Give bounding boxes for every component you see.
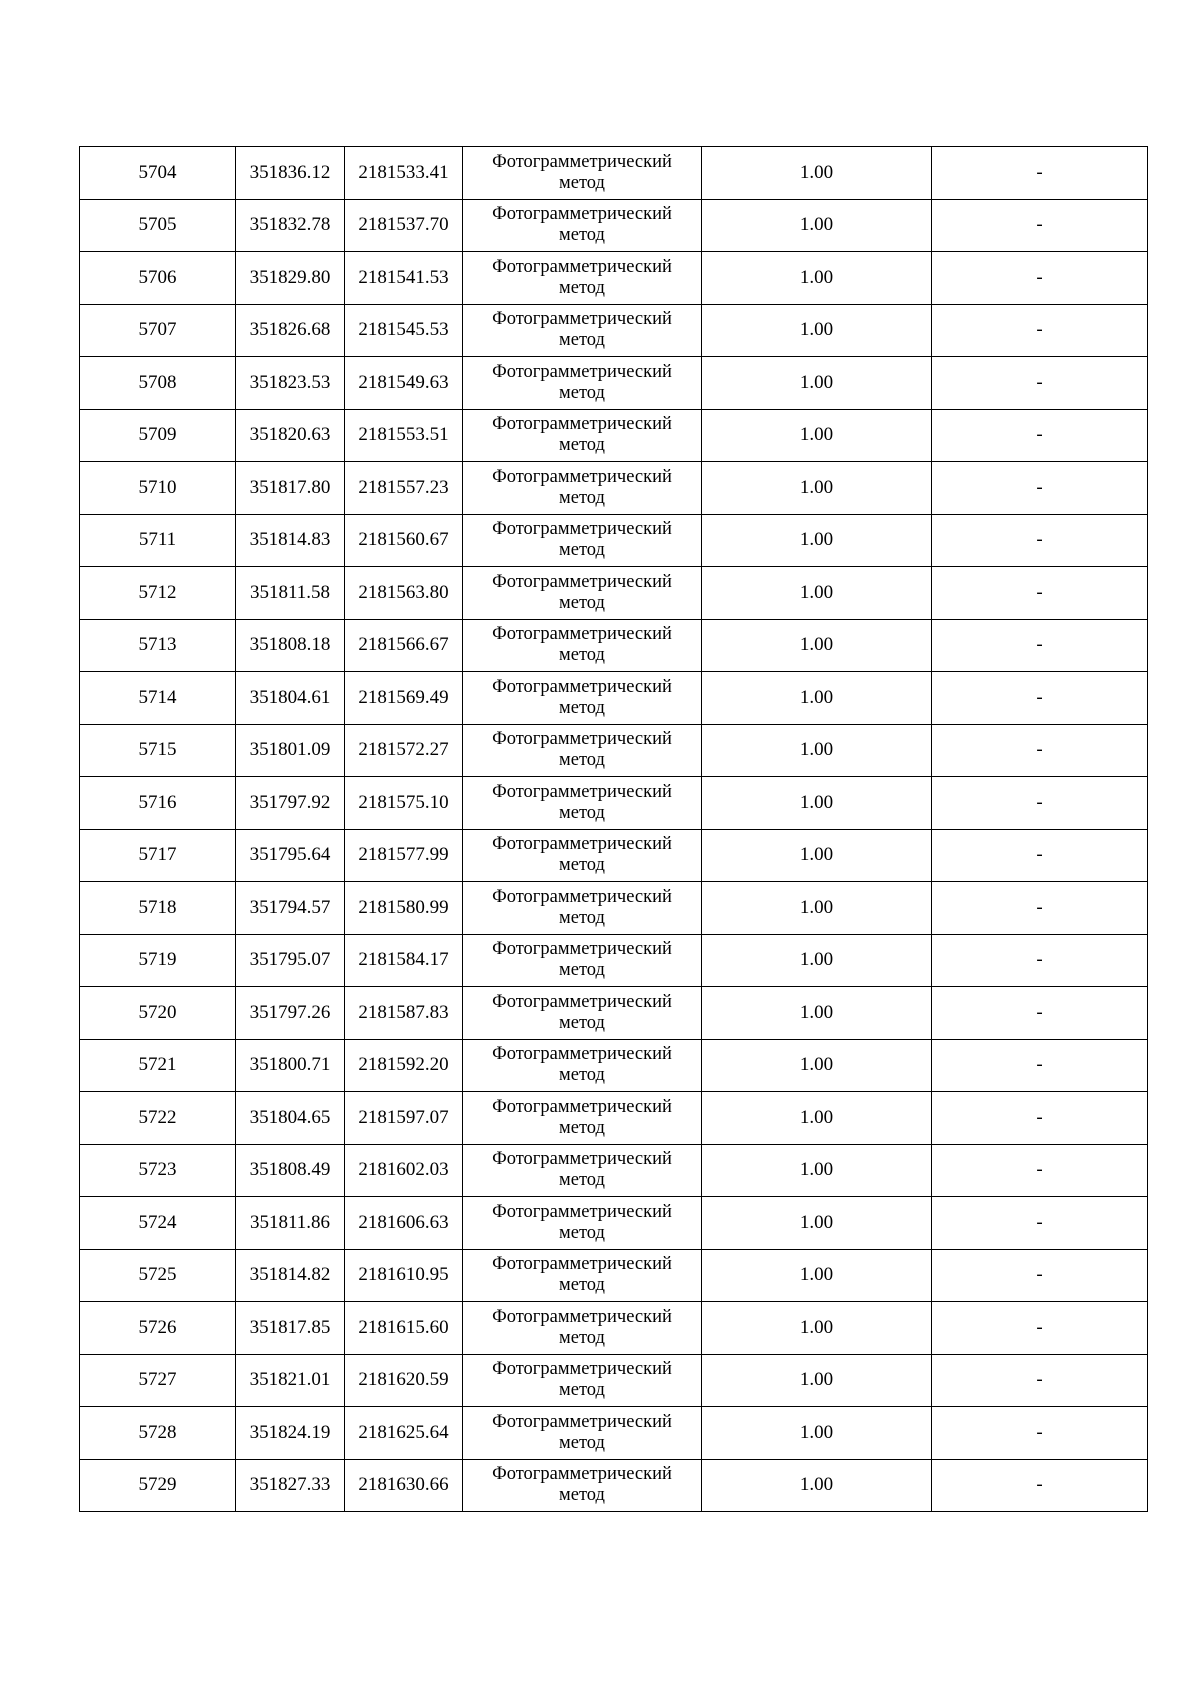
note-cell: - xyxy=(932,1092,1148,1145)
coordinates-table-body xyxy=(80,147,1148,1512)
table-row xyxy=(80,777,1148,830)
x-coordinate-cell: 351827.33 xyxy=(236,1459,345,1512)
table-row xyxy=(80,357,1148,410)
accuracy-cell: 1.00 xyxy=(702,934,932,987)
note-cell: - xyxy=(932,357,1148,410)
table-row xyxy=(80,199,1148,252)
method-cell xyxy=(463,1039,702,1092)
method-line-1: Фотограмметрический xyxy=(492,204,672,225)
method-cell xyxy=(463,672,702,725)
note-cell: - xyxy=(932,1249,1148,1302)
x-coordinate-cell: 351804.65 xyxy=(236,1092,345,1145)
note-cell: - xyxy=(932,514,1148,567)
x-coordinate-cell: 351817.80 xyxy=(236,462,345,515)
method-cell xyxy=(463,882,702,935)
note-cell: - xyxy=(932,1197,1148,1250)
point-number-cell: 5704 xyxy=(80,147,236,200)
method-cell xyxy=(463,1407,702,1460)
method-cell xyxy=(463,357,702,410)
method-line-1: Фотограмметрический xyxy=(492,1149,672,1170)
point-number-cell: 5707 xyxy=(80,304,236,357)
y-coordinate-cell: 2181566.67 xyxy=(345,619,463,672)
note-cell: - xyxy=(932,1459,1148,1512)
point-number-cell: 5720 xyxy=(80,987,236,1040)
y-coordinate-cell: 2181592.20 xyxy=(345,1039,463,1092)
method-cell xyxy=(463,409,702,462)
y-coordinate-cell: 2181602.03 xyxy=(345,1144,463,1197)
note-cell: - xyxy=(932,147,1148,200)
table-row xyxy=(80,934,1148,987)
method-line-2: метод xyxy=(559,1222,605,1243)
method-line-1: Фотограмметрический xyxy=(492,939,672,960)
y-coordinate-cell: 2181557.23 xyxy=(345,462,463,515)
method-cell xyxy=(463,934,702,987)
method-line-1: Фотограмметрический xyxy=(492,676,672,697)
method-line-1: Фотограмметрический xyxy=(492,991,672,1012)
accuracy-cell: 1.00 xyxy=(702,147,932,200)
point-number-cell: 5713 xyxy=(80,619,236,672)
method-line-2: метод xyxy=(559,1065,605,1086)
method-line-1: Фотограмметрический xyxy=(492,361,672,382)
note-cell: - xyxy=(932,1302,1148,1355)
y-coordinate-cell: 2181587.83 xyxy=(345,987,463,1040)
method-line-1: Фотограмметрический xyxy=(492,1254,672,1275)
accuracy-cell: 1.00 xyxy=(702,829,932,882)
note-cell: - xyxy=(932,199,1148,252)
method-cell xyxy=(463,304,702,357)
y-coordinate-cell: 2181563.80 xyxy=(345,567,463,620)
accuracy-cell: 1.00 xyxy=(702,567,932,620)
point-number-cell: 5719 xyxy=(80,934,236,987)
point-number-cell: 5723 xyxy=(80,1144,236,1197)
point-number-cell: 5712 xyxy=(80,567,236,620)
method-line-2: метод xyxy=(559,592,605,613)
y-coordinate-cell: 2181625.64 xyxy=(345,1407,463,1460)
x-coordinate-cell: 351832.78 xyxy=(236,199,345,252)
point-number-cell: 5705 xyxy=(80,199,236,252)
point-number-cell: 5708 xyxy=(80,357,236,410)
note-cell: - xyxy=(932,934,1148,987)
method-line-1: Фотограмметрический xyxy=(492,1464,672,1485)
y-coordinate-cell: 2181541.53 xyxy=(345,252,463,305)
method-line-2: метод xyxy=(559,382,605,403)
table-row xyxy=(80,1249,1148,1302)
y-coordinate-cell: 2181615.60 xyxy=(345,1302,463,1355)
table-row xyxy=(80,147,1148,200)
x-coordinate-cell: 351817.85 xyxy=(236,1302,345,1355)
method-line-1: Фотограмметрический xyxy=(492,571,672,592)
method-line-1: Фотограмметрический xyxy=(492,729,672,750)
method-cell xyxy=(463,1354,702,1407)
point-number-cell: 5715 xyxy=(80,724,236,777)
note-cell: - xyxy=(932,462,1148,515)
method-cell xyxy=(463,252,702,305)
point-number-cell: 5706 xyxy=(80,252,236,305)
x-coordinate-cell: 351811.86 xyxy=(236,1197,345,1250)
accuracy-cell: 1.00 xyxy=(702,409,932,462)
method-cell xyxy=(463,829,702,882)
method-line-1: Фотограмметрический xyxy=(492,414,672,435)
method-line-1: Фотограмметрический xyxy=(492,1411,672,1432)
x-coordinate-cell: 351801.09 xyxy=(236,724,345,777)
method-line-1: Фотограмметрический xyxy=(492,519,672,540)
accuracy-cell: 1.00 xyxy=(702,1302,932,1355)
x-coordinate-cell: 351795.64 xyxy=(236,829,345,882)
method-line-1: Фотограмметрический xyxy=(492,834,672,855)
accuracy-cell: 1.00 xyxy=(702,462,932,515)
table-row xyxy=(80,882,1148,935)
method-line-2: метод xyxy=(559,1170,605,1191)
table-row xyxy=(80,1039,1148,1092)
point-number-cell: 5721 xyxy=(80,1039,236,1092)
table-row xyxy=(80,1354,1148,1407)
accuracy-cell: 1.00 xyxy=(702,357,932,410)
method-line-1: Фотограмметрический xyxy=(492,624,672,645)
table-row xyxy=(80,567,1148,620)
method-cell xyxy=(463,1197,702,1250)
method-line-2: метод xyxy=(559,1117,605,1138)
x-coordinate-cell: 351804.61 xyxy=(236,672,345,725)
method-line-1: Фотограмметрический xyxy=(492,309,672,330)
method-line-2: метод xyxy=(559,277,605,298)
accuracy-cell: 1.00 xyxy=(702,304,932,357)
point-number-cell: 5718 xyxy=(80,882,236,935)
x-coordinate-cell: 351808.18 xyxy=(236,619,345,672)
method-line-2: метод xyxy=(559,540,605,561)
note-cell: - xyxy=(932,567,1148,620)
x-coordinate-cell: 351814.83 xyxy=(236,514,345,567)
x-coordinate-cell: 351823.53 xyxy=(236,357,345,410)
x-coordinate-cell: 351797.92 xyxy=(236,777,345,830)
table-row xyxy=(80,619,1148,672)
y-coordinate-cell: 2181606.63 xyxy=(345,1197,463,1250)
x-coordinate-cell: 351824.19 xyxy=(236,1407,345,1460)
method-cell xyxy=(463,567,702,620)
y-coordinate-cell: 2181597.07 xyxy=(345,1092,463,1145)
accuracy-cell: 1.00 xyxy=(702,777,932,830)
method-cell xyxy=(463,777,702,830)
table-row xyxy=(80,1459,1148,1512)
point-number-cell: 5714 xyxy=(80,672,236,725)
x-coordinate-cell: 351826.68 xyxy=(236,304,345,357)
method-line-1: Фотограмметрический xyxy=(492,1044,672,1065)
accuracy-cell: 1.00 xyxy=(702,672,932,725)
method-cell xyxy=(463,199,702,252)
x-coordinate-cell: 351814.82 xyxy=(236,1249,345,1302)
point-number-cell: 5710 xyxy=(80,462,236,515)
y-coordinate-cell: 2181560.67 xyxy=(345,514,463,567)
table-row xyxy=(80,1197,1148,1250)
y-coordinate-cell: 2181533.41 xyxy=(345,147,463,200)
y-coordinate-cell: 2181575.10 xyxy=(345,777,463,830)
x-coordinate-cell: 351821.01 xyxy=(236,1354,345,1407)
method-line-2: метод xyxy=(559,330,605,351)
x-coordinate-cell: 351811.58 xyxy=(236,567,345,620)
method-line-2: метод xyxy=(559,907,605,928)
point-number-cell: 5727 xyxy=(80,1354,236,1407)
y-coordinate-cell: 2181610.95 xyxy=(345,1249,463,1302)
note-cell: - xyxy=(932,252,1148,305)
note-cell: - xyxy=(932,724,1148,777)
accuracy-cell: 1.00 xyxy=(702,514,932,567)
method-cell xyxy=(463,1302,702,1355)
coordinates-table xyxy=(79,146,1148,1512)
accuracy-cell: 1.00 xyxy=(702,1039,932,1092)
y-coordinate-cell: 2181569.49 xyxy=(345,672,463,725)
method-line-2: метод xyxy=(559,1275,605,1296)
point-number-cell: 5716 xyxy=(80,777,236,830)
note-cell: - xyxy=(932,882,1148,935)
accuracy-cell: 1.00 xyxy=(702,1197,932,1250)
y-coordinate-cell: 2181584.17 xyxy=(345,934,463,987)
method-line-2: метод xyxy=(559,225,605,246)
table-row xyxy=(80,409,1148,462)
accuracy-cell: 1.00 xyxy=(702,619,932,672)
y-coordinate-cell: 2181553.51 xyxy=(345,409,463,462)
y-coordinate-cell: 2181572.27 xyxy=(345,724,463,777)
method-line-2: метод xyxy=(559,855,605,876)
note-cell: - xyxy=(932,409,1148,462)
method-cell xyxy=(463,462,702,515)
method-line-1: Фотограмметрический xyxy=(492,1359,672,1380)
y-coordinate-cell: 2181580.99 xyxy=(345,882,463,935)
method-line-1: Фотограмметрический xyxy=(492,466,672,487)
point-number-cell: 5729 xyxy=(80,1459,236,1512)
x-coordinate-cell: 351808.49 xyxy=(236,1144,345,1197)
method-cell xyxy=(463,514,702,567)
method-cell xyxy=(463,147,702,200)
table-row xyxy=(80,1144,1148,1197)
table-row xyxy=(80,304,1148,357)
method-cell xyxy=(463,1144,702,1197)
point-number-cell: 5726 xyxy=(80,1302,236,1355)
point-number-cell: 5709 xyxy=(80,409,236,462)
x-coordinate-cell: 351829.80 xyxy=(236,252,345,305)
accuracy-cell: 1.00 xyxy=(702,1407,932,1460)
x-coordinate-cell: 351836.12 xyxy=(236,147,345,200)
method-line-2: метод xyxy=(559,645,605,666)
note-cell: - xyxy=(932,1144,1148,1197)
accuracy-cell: 1.00 xyxy=(702,1144,932,1197)
y-coordinate-cell: 2181549.63 xyxy=(345,357,463,410)
table-row xyxy=(80,462,1148,515)
x-coordinate-cell: 351794.57 xyxy=(236,882,345,935)
note-cell: - xyxy=(932,619,1148,672)
method-line-2: метод xyxy=(559,802,605,823)
note-cell: - xyxy=(932,1407,1148,1460)
accuracy-cell: 1.00 xyxy=(702,987,932,1040)
x-coordinate-cell: 351820.63 xyxy=(236,409,345,462)
method-cell xyxy=(463,619,702,672)
x-coordinate-cell: 351795.07 xyxy=(236,934,345,987)
y-coordinate-cell: 2181545.53 xyxy=(345,304,463,357)
method-line-2: метод xyxy=(559,1380,605,1401)
method-line-2: метод xyxy=(559,1327,605,1348)
method-line-2: метод xyxy=(559,1485,605,1506)
method-cell xyxy=(463,1459,702,1512)
method-cell xyxy=(463,987,702,1040)
y-coordinate-cell: 2181620.59 xyxy=(345,1354,463,1407)
method-line-2: метод xyxy=(559,960,605,981)
method-line-2: метод xyxy=(559,1432,605,1453)
note-cell: - xyxy=(932,777,1148,830)
method-line-2: метод xyxy=(559,1012,605,1033)
y-coordinate-cell: 2181537.70 xyxy=(345,199,463,252)
method-line-1: Фотограмметрический xyxy=(492,886,672,907)
accuracy-cell: 1.00 xyxy=(702,1249,932,1302)
method-cell xyxy=(463,1249,702,1302)
method-line-2: метод xyxy=(559,487,605,508)
accuracy-cell: 1.00 xyxy=(702,199,932,252)
point-number-cell: 5717 xyxy=(80,829,236,882)
method-line-2: метод xyxy=(559,750,605,771)
y-coordinate-cell: 2181577.99 xyxy=(345,829,463,882)
table-row xyxy=(80,1092,1148,1145)
x-coordinate-cell: 351797.26 xyxy=(236,987,345,1040)
method-line-2: метод xyxy=(559,172,605,193)
note-cell: - xyxy=(932,304,1148,357)
table-row xyxy=(80,672,1148,725)
note-cell: - xyxy=(932,672,1148,725)
accuracy-cell: 1.00 xyxy=(702,1354,932,1407)
method-line-1: Фотограмметрический xyxy=(492,151,672,172)
table-row xyxy=(80,1407,1148,1460)
method-line-1: Фотограмметрический xyxy=(492,1201,672,1222)
table-row xyxy=(80,252,1148,305)
table-row xyxy=(80,514,1148,567)
point-number-cell: 5728 xyxy=(80,1407,236,1460)
accuracy-cell: 1.00 xyxy=(702,882,932,935)
method-line-2: метод xyxy=(559,697,605,718)
note-cell: - xyxy=(932,987,1148,1040)
accuracy-cell: 1.00 xyxy=(702,724,932,777)
point-number-cell: 5711 xyxy=(80,514,236,567)
note-cell: - xyxy=(932,1354,1148,1407)
table-row xyxy=(80,724,1148,777)
table-row xyxy=(80,829,1148,882)
note-cell: - xyxy=(932,829,1148,882)
accuracy-cell: 1.00 xyxy=(702,1459,932,1512)
method-line-1: Фотограмметрический xyxy=(492,781,672,802)
x-coordinate-cell: 351800.71 xyxy=(236,1039,345,1092)
method-line-1: Фотограмметрический xyxy=(492,256,672,277)
accuracy-cell: 1.00 xyxy=(702,1092,932,1145)
point-number-cell: 5725 xyxy=(80,1249,236,1302)
method-line-1: Фотограмметрический xyxy=(492,1306,672,1327)
method-line-1: Фотограмметрический xyxy=(492,1096,672,1117)
table-row xyxy=(80,1302,1148,1355)
table-row xyxy=(80,987,1148,1040)
point-number-cell: 5724 xyxy=(80,1197,236,1250)
method-cell xyxy=(463,724,702,777)
method-line-2: метод xyxy=(559,435,605,456)
y-coordinate-cell: 2181630.66 xyxy=(345,1459,463,1512)
method-cell xyxy=(463,1092,702,1145)
point-number-cell: 5722 xyxy=(80,1092,236,1145)
accuracy-cell: 1.00 xyxy=(702,252,932,305)
note-cell: - xyxy=(932,1039,1148,1092)
